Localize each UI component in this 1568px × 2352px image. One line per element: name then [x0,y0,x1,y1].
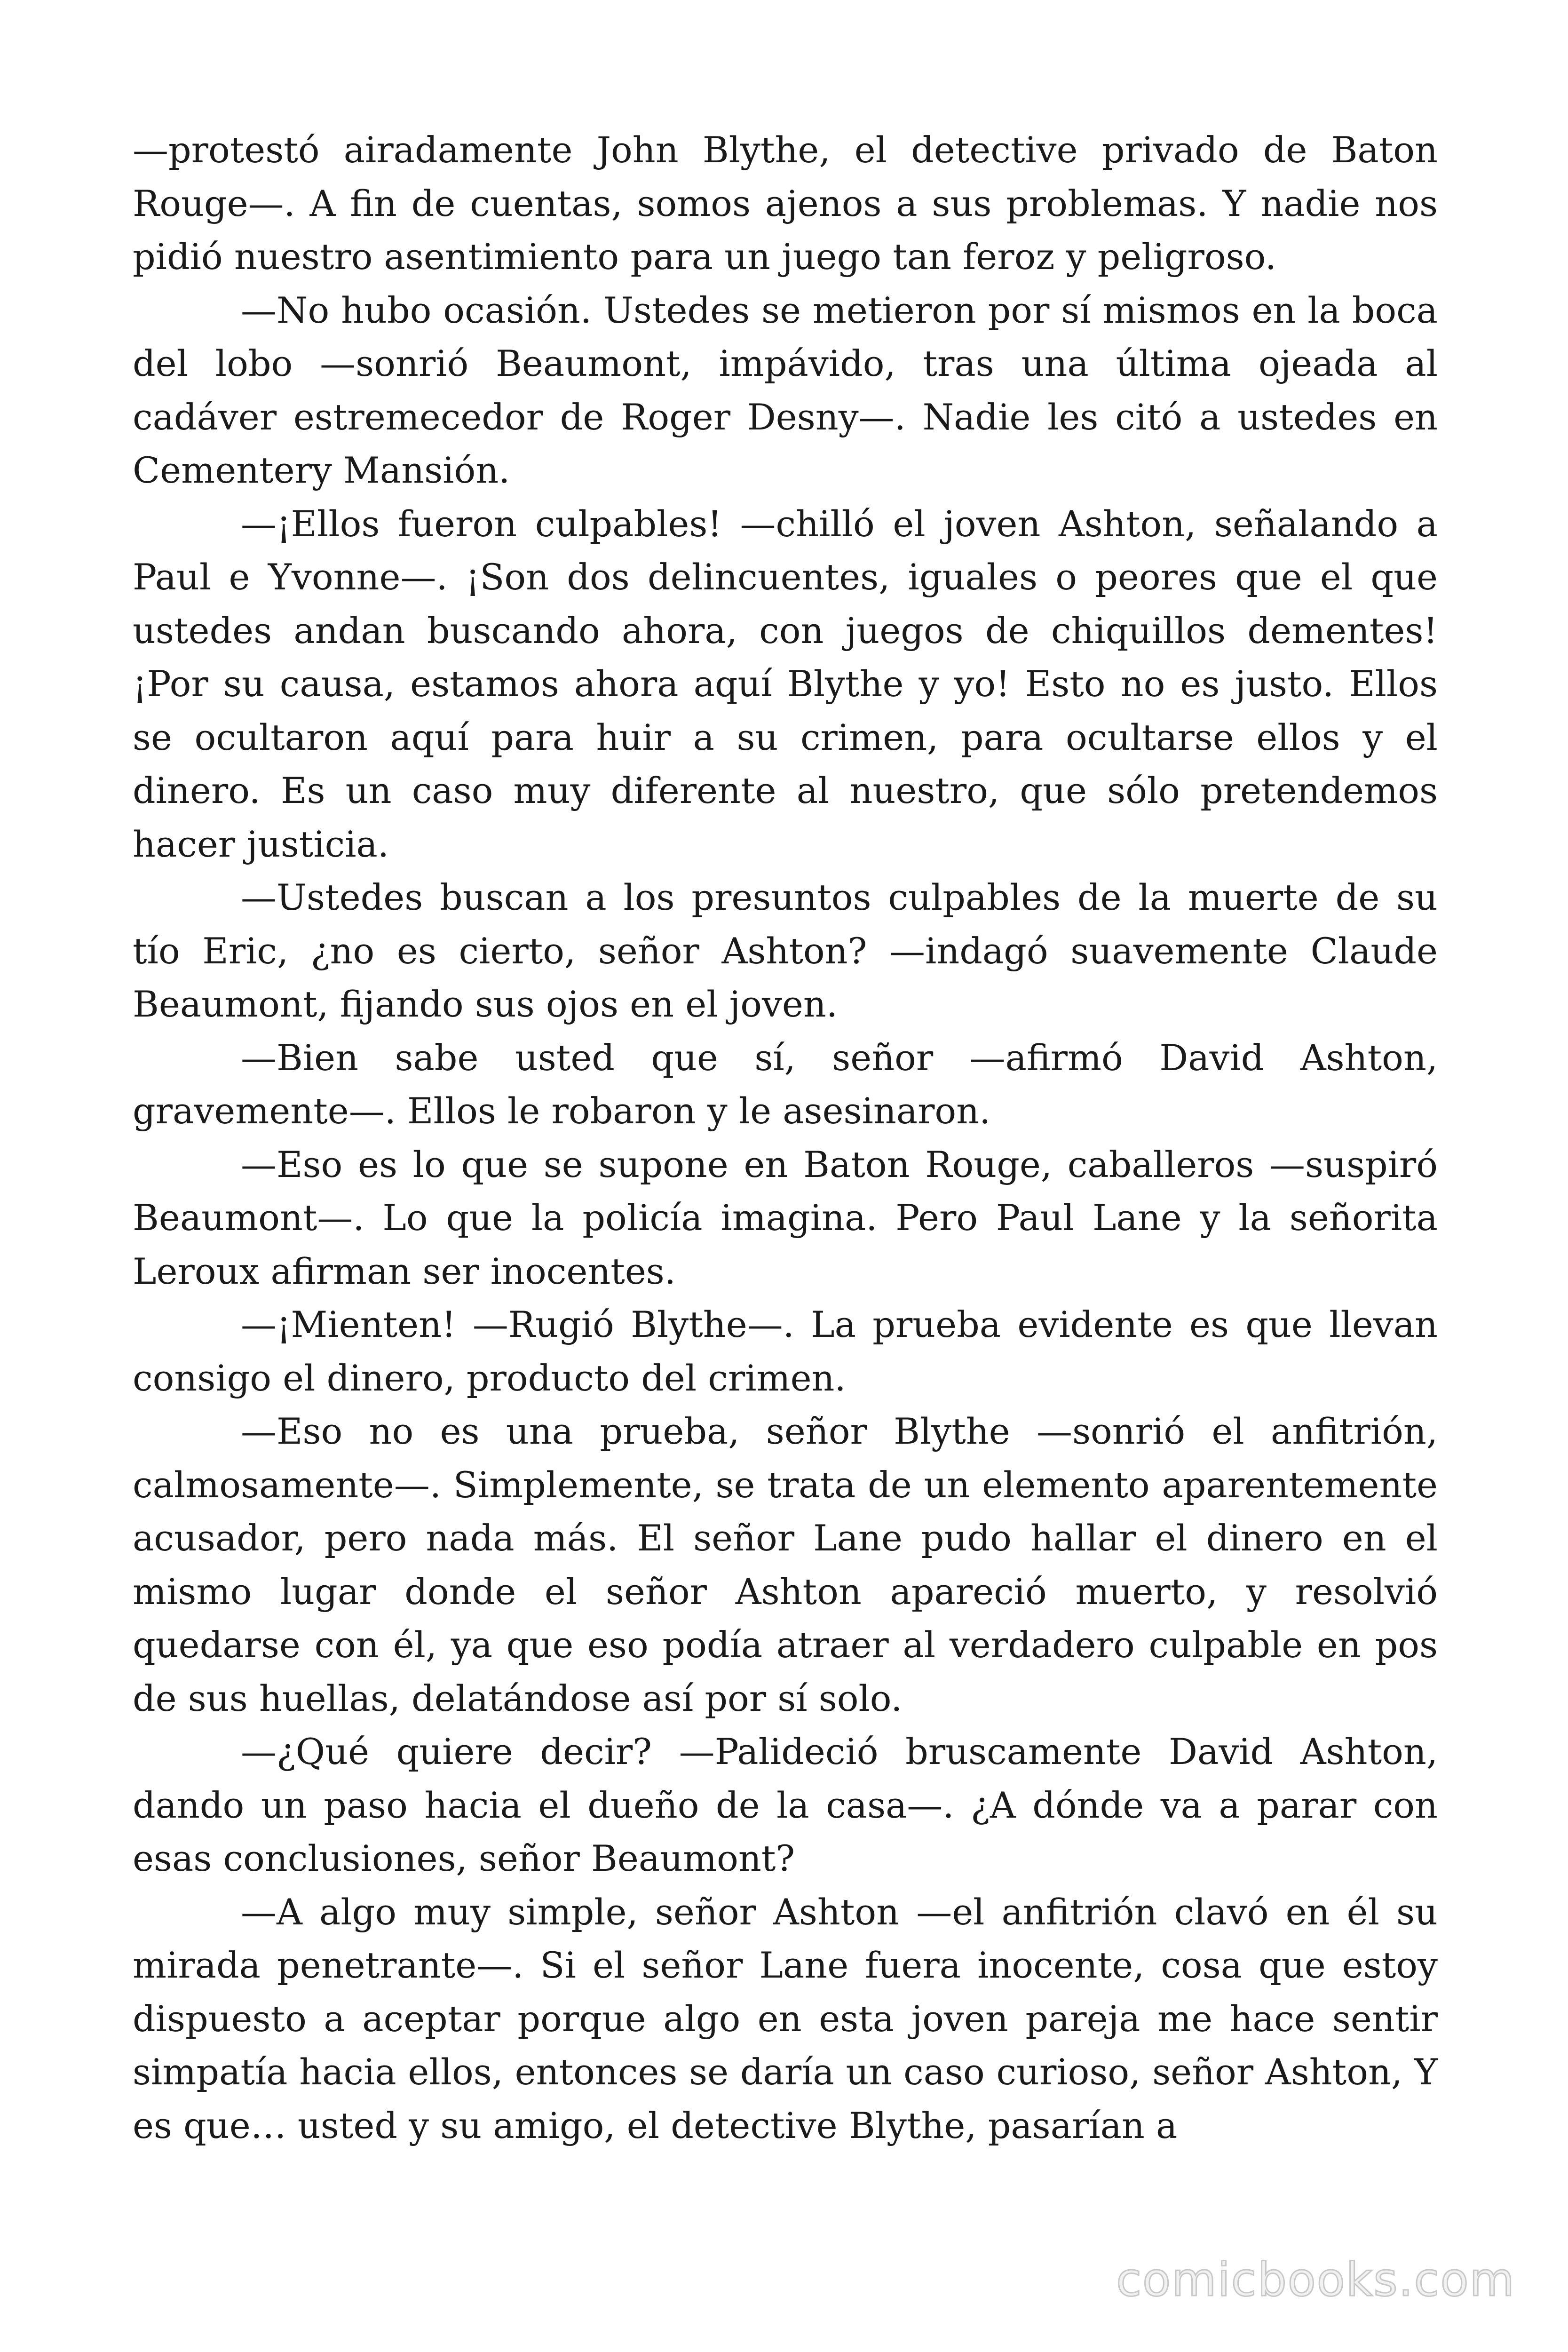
paragraph-3: —¡Ellos fueron culpables! —chilló el joven Ashton, señalando a Paul e Yvonne—. ¡Son dos delincuentes, iguales o peores que el que ustedes andan buscando ahora, con juegos de chiquillos dementes! ¡Por su causa, estamos ahora aquí Blythe y yo! Esto no es justo. Ellos se ocultaron aquí para huir a su crimen, para ocultarse ellos y el dinero. Es un caso muy diferente al nuestro, que sólo pretendemos hacer justicia. [133,502,1438,865]
body-text [133,123,1438,2152]
paragraph-10: —A algo muy simple, señor Ashton —el anfitrión clavó en él su mirada penetrante—. Si el señor Lane fuera inocente, cosa que estoy dispuesto a aceptar porque algo en esta joven pareja me hace sentir simpatía hacia ellos, entonces se daría un caso curioso, señor Ashton, Y es que… usted y su amigo, el detective Blythe, pasarían a [133,1891,1438,2146]
paragraph-8: —Eso no es una prueba, señor Blythe —sonrió el anfitrión, calmosamente—. Simplemente, se trata de un elemento aparentemente acusador, pero nada más. El señor Lane pudo hallar el dinero en el mismo lugar donde el señor Ashton apareció muerto, y resolvió quedarse con él, ya que eso podía atraer al verdadero culpable en pos de sus huellas, delatándose así por sí solo. [133,1410,1438,1719]
paragraph-9: —¿Qué quiere decir? —Palideció bruscamente David Ashton, dando un paso hacia el dueño de la casa—. ¿A dónde va a parar con esas conclusiones, señor Beaumont? [133,1731,1438,1879]
paragraph-7: —¡Mienten! —Rugió Blythe—. La prueba evidente es que llevan consigo el dinero, producto del crimen. [133,1303,1438,1399]
paragraph-2: —No hubo ocasión. Ustedes se metieron por sí mismos en la boca del lobo —sonrió Beaumont, impávido, tras una última ojeada al cadáver estremecedor de Roger Desny—. Nadie les citó a ustedes en Cementery Mansión. [133,289,1438,491]
paragraph-6: —Eso es lo que se supone en Baton Rouge, caballeros —suspiró Beaumont—. Lo que la policía imagina. Pero Paul Lane y la señorita Leroux afirman ser inocentes. [133,1143,1438,1292]
paragraph-1: —protestó airadamente John Blythe, el detective privado de Baton Rouge—. A fin de cuentas, somos ajenos a sus problemas. Y nadie nos pidió nuestro asentimiento para un juego tan feroz y peligroso. [133,129,1438,278]
watermark: comicbooks.com [1116,2253,1515,2307]
paragraph-5: —Bien sabe usted que sí, señor —afirmó David Ashton, gravemente—. Ellos le robaron y le asesinaron. [133,1036,1438,1132]
paragraph-4: —Ustedes buscan a los presuntos culpables de la muerte de su tío Eric, ¿no es cierto, señor Ashton? —indagó suavemente Claude Beaumont, fijando sus ojos en el joven. [133,876,1438,1025]
